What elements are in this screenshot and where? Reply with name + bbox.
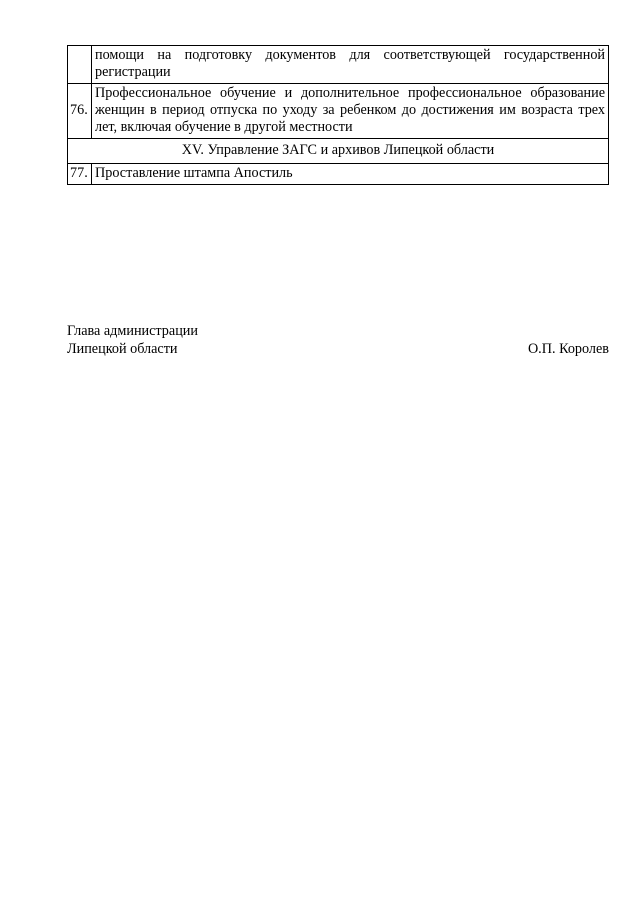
row-number: 76. [68, 84, 92, 139]
table-row [68, 84, 609, 139]
section-header: XV. Управление ЗАГС и архивов Липецкой области [68, 139, 609, 164]
table-row [68, 164, 609, 185]
signatory-name: О.П. Королев [527, 341, 609, 357]
signatory-title-line1: Глава администрации [67, 323, 198, 339]
row-number [68, 46, 92, 84]
signature-line-2 [67, 340, 609, 358]
signatory-title-line2: Липецкой области [67, 341, 178, 357]
section-header-row [68, 139, 609, 164]
table-row [68, 46, 609, 84]
row-text: Проставление штампа Апостиль [92, 164, 609, 185]
row-text: помощи на подготовку документов для соответствующей государственной регистрации [92, 46, 609, 84]
services-table [67, 45, 609, 185]
signature-line-1 [67, 322, 609, 340]
signature-block [67, 322, 609, 358]
row-number: 77. [68, 164, 92, 185]
row-text: Профессиональное обучение и дополнительное профессиональное образование женщин в период отпуска по уходу за ребенком до достижения им возраста трех лет, включая обучение в другой местности [92, 84, 609, 139]
